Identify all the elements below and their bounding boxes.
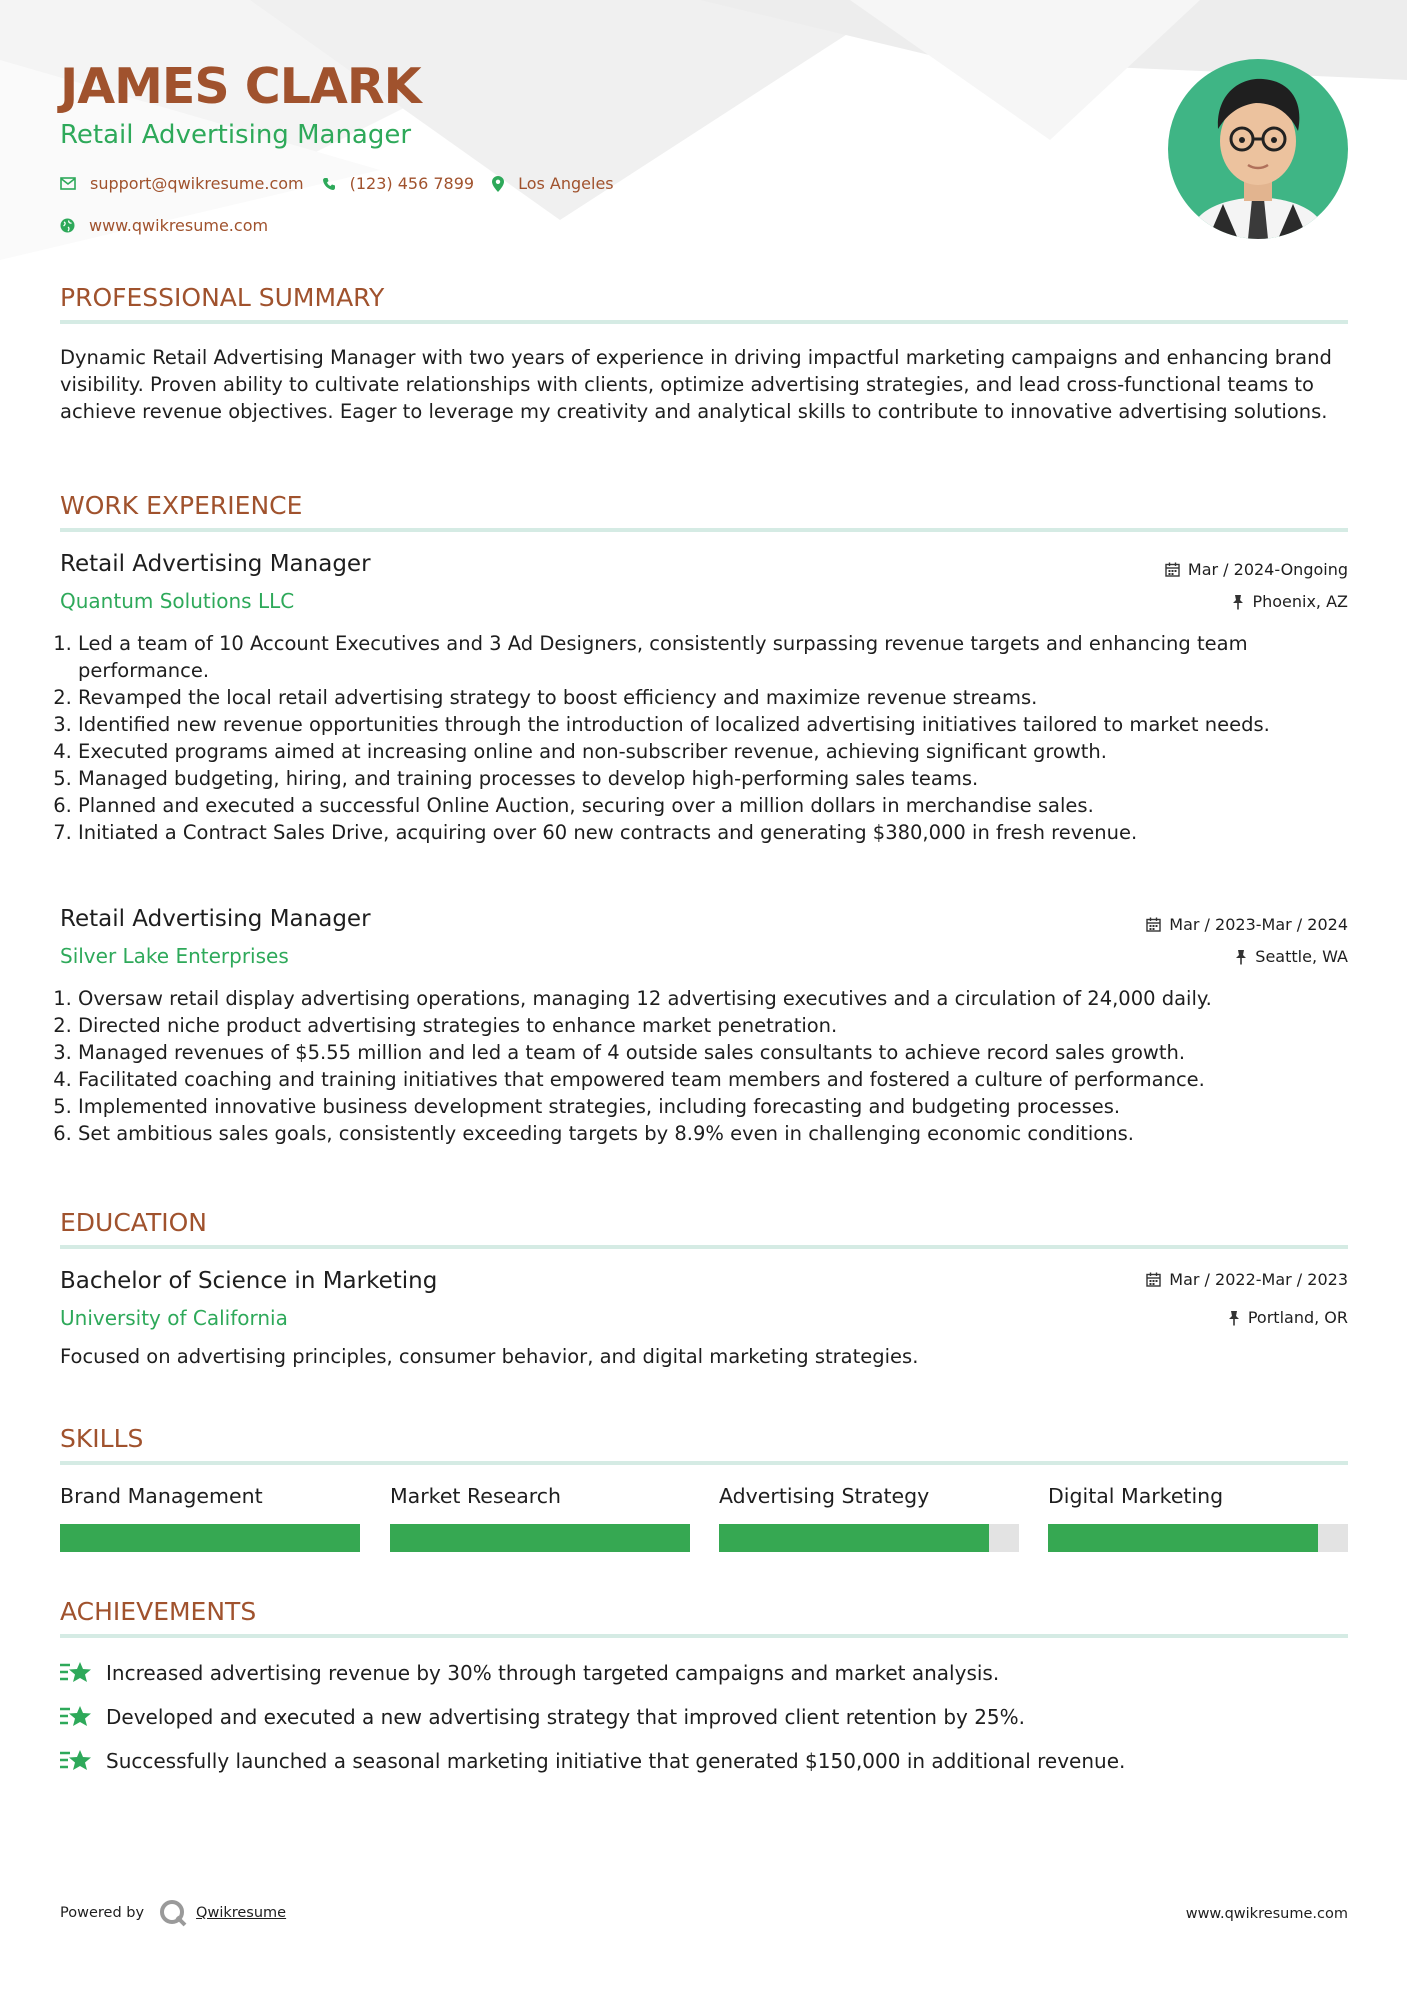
contact-email[interactable] xyxy=(60,174,304,193)
map-pin-icon xyxy=(492,176,504,192)
job-2-location: Seattle, WA xyxy=(1235,947,1348,966)
job-2-title: Retail Advertising Manager xyxy=(60,906,371,932)
list-item: 2. Directed niche product advertising strategies to enhance market penetration. xyxy=(78,1012,1366,1039)
footer-powered-by: Powered by Qwikresume xyxy=(60,1898,286,1928)
envelope-icon xyxy=(60,177,76,190)
skill-advertising-strategy: Advertising Strategy xyxy=(719,1484,1019,1512)
footer-website[interactable]: www.qwikresume.com xyxy=(1185,1906,1348,1922)
achievement-item: Increased advertising revenue by 30% through targeted campaigns and market analysis. xyxy=(60,1660,999,1686)
skill-bar-fill xyxy=(719,1524,989,1552)
summary-text: Dynamic Retail Advertising Manager with two years of experience in driving impactful marketing campaigns and enhancing brand visibility. Proven ability to cultivate relationships with clients, optimize advertising strategies, and lead cross-functional teams to achieve revenue objectives. Eager to leverage my creativity and analytical skills to contribute to innovative advertising solutions. xyxy=(60,346,1332,423)
pushpin-icon xyxy=(1228,1310,1240,1326)
globe-icon xyxy=(60,218,75,233)
list-item: 6. Planned and executed a successful Online Auction, securing over a million dollars in merchandise sales. xyxy=(78,792,1366,819)
profile-photo xyxy=(1168,59,1348,239)
location-text: Los Angeles xyxy=(518,174,614,193)
list-item: 1. Oversaw retail display advertising operations, managing 12 advertising executives and a circulation of 24,000 daily. xyxy=(78,985,1366,1012)
list-item: 3. Managed revenues of $5.55 million and led a team of 4 outside sales consultants to achieve record sales growth. xyxy=(78,1039,1366,1066)
skill-bar-fill xyxy=(390,1524,690,1552)
skill-bar-fill xyxy=(60,1524,360,1552)
job-2-company: Silver Lake Enterprises xyxy=(60,944,289,968)
qwikresume-logo-icon xyxy=(158,1898,188,1928)
pushpin-icon xyxy=(1232,594,1244,610)
job-2-bullets xyxy=(60,985,1366,1147)
contact-website[interactable] xyxy=(60,216,268,235)
phone-text: (123) 456 7899 xyxy=(349,174,475,193)
skill-digital-marketing: Digital Marketing xyxy=(1048,1484,1348,1512)
calendar-icon xyxy=(1165,562,1180,577)
skill-market-research: Market Research xyxy=(390,1484,690,1512)
education-degree: Bachelor of Science in Marketing xyxy=(60,1268,438,1294)
skill-brand-management: Brand Management xyxy=(60,1484,360,1512)
list-item: 5. Managed budgeting, hiring, and training processes to develop high-performing sales teams. xyxy=(78,765,1366,792)
education-school: University of California xyxy=(60,1306,288,1330)
achievement-item: Successfully launched a seasonal marketing initiative that generated $150,000 in additional revenue. xyxy=(60,1748,1125,1774)
list-item: 3. Identified new revenue opportunities through the introduction of localized advertising initiatives tailored to market needs. xyxy=(78,711,1366,738)
contact-row-primary xyxy=(60,174,632,193)
calendar-icon xyxy=(1146,917,1161,932)
qwikresume-link[interactable]: Qwikresume xyxy=(196,1905,287,1921)
star-list-icon xyxy=(60,1660,92,1686)
list-item: 4. Executed programs aimed at increasing online and non-subscriber revenue, achieving significant growth. xyxy=(78,738,1366,765)
star-list-icon xyxy=(60,1748,92,1774)
candidate-role: Retail Advertising Manager xyxy=(60,120,412,150)
phone-icon xyxy=(322,177,336,191)
job-1-dates: Mar / 2024-Ongoing xyxy=(1165,560,1348,579)
email-text: support@qwikresume.com xyxy=(90,174,304,193)
skills-heading: SKILLS xyxy=(60,1424,1348,1465)
job-1-location: Phoenix, AZ xyxy=(1232,592,1348,611)
education-heading: EDUCATION xyxy=(60,1208,1348,1249)
contact-row-secondary xyxy=(60,216,286,235)
list-item: 6. Set ambitious sales goals, consistently exceeding targets by 8.9% even in challenging economic conditions. xyxy=(78,1120,1366,1147)
skill-bar-fill xyxy=(1048,1524,1318,1552)
calendar-icon xyxy=(1146,1272,1161,1287)
job-1-title: Retail Advertising Manager xyxy=(60,551,371,577)
job-1-bullets xyxy=(60,630,1366,846)
education-description: Focused on advertising principles, consumer behavior, and digital marketing strategies. xyxy=(60,1345,919,1368)
education-location: Portland, OR xyxy=(1228,1308,1348,1327)
achievement-item: Developed and executed a new advertising strategy that improved client retention by 25%. xyxy=(60,1704,1025,1730)
experience-heading: WORK EXPERIENCE xyxy=(60,491,1348,532)
contact-phone[interactable] xyxy=(322,174,474,193)
list-item: 7. Initiated a Contract Sales Drive, acquiring over 60 new contracts and generating $380,000 in fresh revenue. xyxy=(78,819,1366,846)
list-item: 1. Led a team of 10 Account Executives and 3 Ad Designers, consistently surpassing revenue targets and enhancing team performance. xyxy=(78,630,1366,684)
website-text: www.qwikresume.com xyxy=(89,216,269,235)
job-2-dates: Mar / 2023-Mar / 2024 xyxy=(1146,915,1348,934)
star-list-icon xyxy=(60,1704,92,1730)
list-item: 2. Revamped the local retail advertising strategy to boost efficiency and maximize revenue streams. xyxy=(78,684,1366,711)
summary-heading: PROFESSIONAL SUMMARY xyxy=(60,283,1348,324)
list-item: 5. Implemented innovative business development strategies, including forecasting and budgeting processes. xyxy=(78,1093,1366,1120)
contact-location xyxy=(492,174,614,193)
education-dates: Mar / 2022-Mar / 2023 xyxy=(1146,1270,1348,1289)
candidate-name: JAMES CLARK xyxy=(60,58,421,115)
list-item: 4. Facilitated coaching and training initiatives that empowered team members and fostered a culture of performance. xyxy=(78,1066,1366,1093)
achievements-heading: ACHIEVEMENTS xyxy=(60,1597,1348,1638)
job-1-company: Quantum Solutions LLC xyxy=(60,589,295,613)
pushpin-icon xyxy=(1235,949,1247,965)
